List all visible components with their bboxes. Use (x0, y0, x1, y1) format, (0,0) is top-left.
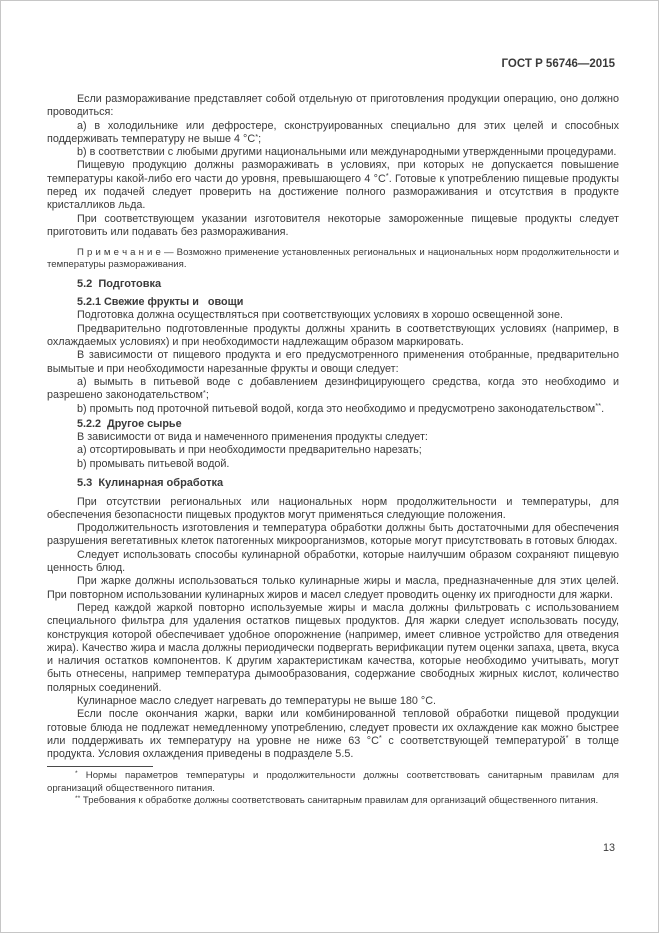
list-item-a-defrost: а) в холодильнике или дефростере, сконструированных специально для этих целей и способных поддерживать температуру не выше 4 °C*; (47, 119, 619, 145)
list-item-a-wash: а) вымыть в питьевой воде с добавлением дезинфицирующего средства, когда это необходимо и разрешено законодательством*; (47, 375, 619, 402)
paragraph-cooling: Если после окончания жарки, варки или комбинированной тепловой обработки пищевой продукции готовые блюда не подлежат немедленному употреблению, следует провести их охлаждение как можно быстрее или поддерживать их температуру на уровне не ниже 63 °C* с соответствующей температурой* в толще продукта. Условия охлаждения приведены в подразделе 5.5. (47, 708, 619, 761)
document-blocks (47, 93, 619, 807)
paragraph-preliminary-storage: Предварительно подготовленные продукты должны хранить в соответствующих условиях (например, в охлаждаемых условиях) и при необходимости надлежащим образом маркировать. (47, 322, 619, 349)
footnote-2: ** Требования к обработке должны соответствовать санитарным правилам для организаций общественного питания. (75, 795, 599, 807)
heading-5-2-2: 5.2.2 Другое сырье (77, 417, 182, 430)
paragraph-duration-temperature: Продолжительность изготовления и температура обработки должны быть достаточными для обеспечения разрушения вегетативных клеток патогенных микроорганизмов, которые могут присутствовать в готовых блюдах. (47, 522, 619, 548)
list-item-a-sort: а) отсортировывать и при необходимости предварительно нарезать; (77, 444, 422, 457)
paragraph-fruits-vegetables: В зависимости от пищевого продукта и его предусмотренного применения отобранные, предварительно вымытые и при необходимости нарезанные фрукты и овощи следует: (47, 349, 619, 375)
paragraph-defrost-conditions: Пищевую продукцию должны размораживать в условиях, при которых не допускается повышение температуры какой-либо его части до уровня, превышающего 4 °C*. Готовые к употреблению пищевые продукты перед их подачей следует проверить на достижение полного размораживания и отсутствия в продукте кристалликов льда. (47, 159, 619, 212)
footnote-1: * Нормы параметров температуры и продолжительности должны соответствовать санитарным правилам для организаций общественного питания. (47, 770, 619, 794)
list-item-b-defrost: b) в соответствии с любыми другими национальными или международными утвержденными процедурами. (77, 146, 617, 159)
note-paragraph: П р и м е ч а н и е — Возможно применение установленных региональных и национальных норм продолжительности и температуры размораживания. (47, 247, 619, 271)
paragraph-no-defrost: При соответствующем указании изготовителя некоторые замороженные пищевые продукты следует приготовить или подавать без размораживания. (47, 212, 619, 238)
paragraph-filter-fats: Перед каждой жаркой повторно используемые жиры и масла должны фильтровать с использованием специального фильтра для удаления остатков пищевых продуктов. Для жарки следует использовать посуду, конструкция которой обеспечивает удобное опорожнение (например, имеет сливное устройство для отведения жира). Качество жира и масла должны периодически подвергать верификации путем оценки запаха, цвета, вкуса и наличия остатков компонентов. К другим характеристикам качества, которые необходимо учитывать, могут быть отнесены, например температура дымообразования, содержание свободных жирных кислот, количество полярных соединений. (47, 601, 619, 694)
paragraph-cooking-norms: При отсутствии региональных или национальных норм продолжительности и температуры, для обеспечения безопасности пищевых продуктов могут применяться следующие положения. (47, 495, 619, 521)
paragraph-oil-heating: Кулинарное масло следует нагревать до температуры не выше 180 °C. (77, 694, 437, 707)
document-header: ГОСТ Р 56746—2015 (501, 58, 615, 70)
heading-5-2: 5.2 Подготовка (77, 277, 162, 290)
list-item-b-wash-water: b) промывать питьевой водой. (77, 457, 230, 470)
paragraph-defrost-intro: Если размораживание представляет собой отдельную от приготовления продукции операцию, оно должно проводиться: (47, 93, 619, 119)
paragraph-other-raw: В зависимости от вида и намеченного применения продукты следует: (77, 431, 428, 444)
footnote-separator (47, 766, 153, 767)
list-item-b-rinse: b) промыть под проточной питьевой водой, когда это необходимо и предусмотрено законодательством**. (77, 401, 605, 415)
paragraph-frying-fats: При жарке должны использоваться только кулинарные жиры и масла, предназначенные для этих целей. При повторном использовании кулинарных жиров и масел следует проводить оценку их пригодности для жарки. (47, 575, 619, 601)
paragraph-preparation-zone: Подготовка должна осуществляться при соответствующих условиях в хорошо освещенной зоне. (77, 309, 563, 322)
paragraph-cooking-methods: Следует использовать способы кулинарной обработки, которые наилучшим образом сохраняют пищевую ценность блюд. (47, 548, 619, 575)
heading-5-2-1: 5.2.1 Свежие фрукты и овощи (77, 296, 244, 309)
page-number: 13 (602, 842, 615, 854)
heading-5-3: 5.3 Кулинарная обработка (77, 477, 224, 490)
